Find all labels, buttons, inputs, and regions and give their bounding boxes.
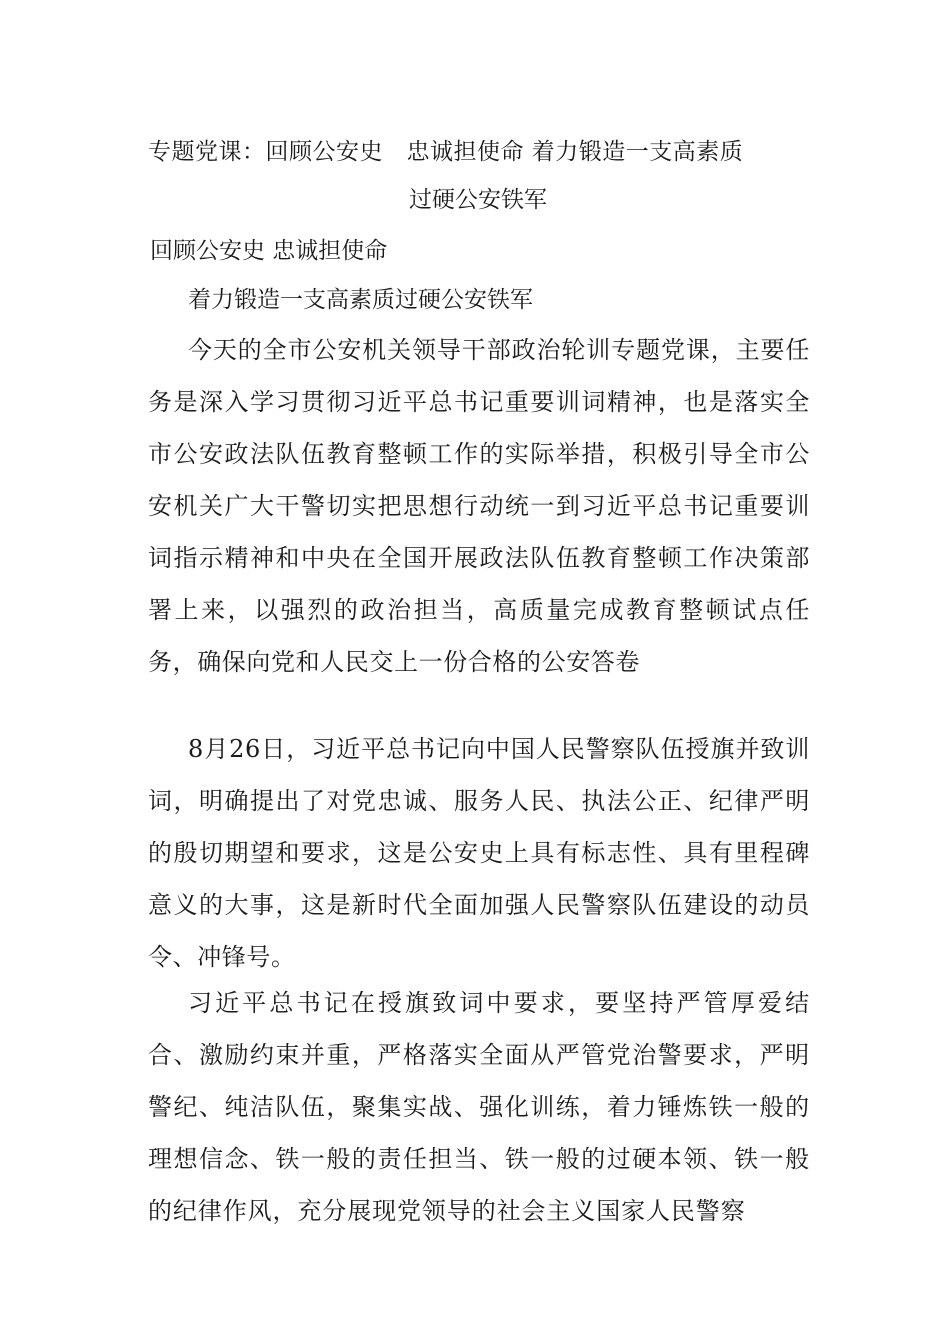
paragraph-3: 习近平总书记在授旗致词中要求，要坚持严管厚爱结合、激励约束并重，严格落实全面从严管党治警要求，严明警纪、纯洁队伍，聚集实战、强化训练，着力锤炼铁一般的理想信念、铁一般的责任担当、铁一般的过硬本领、铁一般的纪律作风，充分展现党领导的社会主义国家人民警察 <box>148 989 810 1225</box>
subheading-1: 回顾公安史 忠诚担使命 <box>150 238 388 264</box>
subheading-2: 着力锻造一支高素质过硬公安铁军 <box>188 287 533 313</box>
paragraph-1: 今天的全市公安机关领导干部政治轮训专题党课，主要任务是深入学习贯彻习近平总书记重要训词精神，也是落实全市公安政法队伍教育整顿工作的实际举措，积极引导全市公安机关广大干警切实把思想行动统一到习近平总书记重要训词指示精神和中央在全国开展政法队伍教育整顿工作决策部署上来，以强烈的政治担当，高质量完成教育整顿试点任务，确保向党和人民交上一份合格的公安答卷 <box>148 336 810 676</box>
paragraph-2: 8月26日，习近平总书记向中国人民警察队伍授旗并致训词，明确提出了对党忠诚、服务人民、执法公正、纪律严明的殷切期望和要求，这是公安史上具有标志性、具有里程碑意义的大事，这是新时代全面加强人民警察队伍建设的动员令、冲锋号。 <box>148 735 810 971</box>
document-title-line-1: 专题党课：回顾公安史 忠诚担使命 着力锻造一支高素质 <box>148 139 744 165</box>
document-title-line-2: 过硬公安铁军 <box>409 187 547 213</box>
